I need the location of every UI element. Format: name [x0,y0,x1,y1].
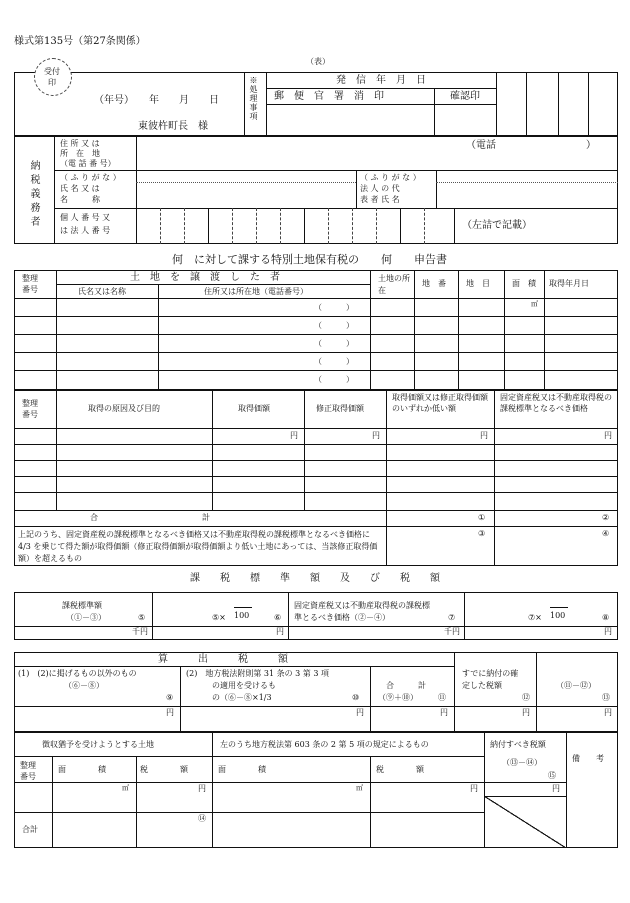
grace-tax-2: 税 額 [376,765,424,774]
form-title: 何 に対して課する特別土地保有税の 何 申告書 [172,253,447,266]
grace-yen-1: 円 [198,784,206,793]
calc-yen-2: 円 [356,708,364,717]
c8: ⑧ [602,613,610,622]
calc-paid-2: 定した税額 [462,681,502,690]
t2-c1: ① [478,513,486,522]
t1-name-col: 氏名又は名称 [78,287,126,296]
mynumber-label-2: は 法 人 番 号 [60,226,111,235]
grace-yen-3: 円 [552,784,560,793]
date-label: （年号） 年 月 日 [94,95,219,106]
grace-diagonal [484,796,566,848]
hundred-2: 100 [550,611,566,620]
c10: ⑩ [352,693,360,702]
calc-yen-4: 円 [522,708,530,717]
grace-ref-no: 整理番号 [20,761,36,781]
name-label-2: 名 称 [60,195,100,204]
std-label-2: 準とるべき価格（②－④） [294,613,390,622]
calc-item1b: （⑥－⑧） [64,681,104,690]
grace-tax-1: 税 額 [140,765,188,774]
grace-heading-1: 徴収猶予を受けようとする土地 [42,740,154,749]
calc-sum-formula: （⑨＋⑩） [378,693,418,702]
c9: ⑨ [166,693,174,702]
rep-label-2: 表 者 氏 名 [360,195,400,204]
t2-yen-3: 円 [480,431,488,440]
f8: ⑦× [528,613,542,622]
mynumber-label-1: 個 人 番 号 又 [60,213,111,222]
t2-total: 合 計 [90,513,210,522]
base-formula: （①－③） [66,613,106,622]
t1-transferee: 土 地 を 譲 渡 し た 者 [130,272,280,283]
f6: ⑤× [212,613,226,622]
t1-lot-no: 地 番 [422,279,446,288]
t1-address-col: 住所又は所在地（電話番号） [204,287,308,296]
t2-c2: ② [602,513,610,522]
calc-item2b: の適用を受けるも [212,681,276,690]
grace-area-2: 面 積 [218,765,266,774]
t1-paren-5: （ ） [314,375,354,384]
side-label: （表） [306,57,330,66]
grace-area-1: 面 積 [58,765,106,774]
t2-c4: ④ [602,529,610,538]
calc-item2c: の（⑥－⑧×1/3 [212,693,272,702]
phone-label: （電話 ） [466,140,596,151]
c14: ⑭ [198,814,206,823]
grace-area-unit-1: ㎡ [122,784,129,792]
address-label-3: （電 話 番 号） [60,159,116,168]
calc-paid-1: すでに納付の確 [462,669,519,678]
grace-heading-2: 左のうち地方税法第 603 条の 2 第 5 項の規定によるもの [220,740,429,749]
sent-date: 発 信 年 月 日 [336,75,426,86]
calc-box [14,652,618,732]
t1-paren-4: （ ） [314,357,354,366]
calc-yen-5: 円 [604,708,612,717]
calc-yen-3: 円 [440,708,448,717]
stamp-label: 受付印 [44,67,60,87]
t1-paren-1: （ ） [314,303,354,312]
rep-label-1: 法 人 の 代 [360,184,400,193]
address-label-2: 所 在 地 [60,149,100,158]
confirm-seal: 確認印 [450,91,480,102]
c7: ⑦ [448,613,456,622]
calc-item1: (1) (2)に掲げるもの以外のもの [18,669,137,678]
sen-yen-1: 千円 [132,627,148,636]
postal-stamp: 郵 便 官 署 消 印 [274,91,384,102]
grace-yen-2: 円 [470,784,478,793]
t1-area: 面 積 [512,279,536,288]
t2-lower-price: 取得価額又は修正取得価額のいずれか低い額 [392,393,488,413]
std-label-1: 固定資産税又は不動産取得税の課税標 [294,601,430,610]
taxpayer-section-label: 納税義務者 [28,160,39,230]
t2-std-value: 固定資産税又は不動産取得税の課税標準となるべき価格 [500,393,612,413]
grace-total: 合計 [22,825,38,834]
yen-tax-1: 円 [276,627,284,636]
hundred-1: 100 [234,611,250,620]
grace-area-unit-2: ㎡ [356,784,363,792]
form-id: 様式第135号（第27条関係） [14,36,146,47]
mynumber-note: （左詰で記載） [462,220,532,231]
c6: ⑥ [274,613,282,622]
name-label-1: 氏 名 又 は [60,184,100,193]
grace-remarks: 備 考 [572,754,604,763]
calc-yen-1: 円 [166,708,174,717]
grace-f15: （⑬－⑭） [502,758,542,767]
calc-heading: 算 出 税 額 [158,654,288,665]
c15: ⑮ [548,771,556,780]
processing-label: ※処理事項 [249,76,258,121]
c11: ⑪ [438,693,446,702]
t1-acquired-date: 取得年月日 [549,279,589,288]
t2-acq-price: 取得価額 [238,404,270,413]
yen-tax-2: 円 [604,627,612,636]
t2-note: 上記のうち、固定資産税の課税標準となるべき価格又は不動産取得税の課税標準となるべき価格に 4/3 を乗じて得た額が取得価額（修正取得価額が取得価額より低い土地にあっては、当該修正取得価額）を超えるもの [18,530,378,563]
t2-yen-2: 円 [372,431,380,440]
addressee: 東彼杵町長 様 [138,121,208,132]
t1-paren-2: （ ） [314,321,354,330]
t1-land-type: 地 目 [466,279,490,288]
t2-yen-4: 円 [604,431,612,440]
t1-paren-3: （ ） [314,339,354,348]
t2-cause: 取得の原因及び目的 [88,404,160,413]
base-label: 課税標準額 [62,601,102,610]
c12: ⑫ [522,693,530,702]
tax-heading: 課 税 標 準 額 及 び 税 額 [190,573,440,584]
t2-ref-no: 整理番号 [22,399,38,419]
t2-c3: ③ [478,529,486,538]
furigana-label: （ ふ り が な ） [60,173,121,182]
calc-diff: （⑪－⑫） [556,681,596,690]
t1-location: 土地の所 在 [378,274,418,295]
t1-ref-no: 整理番号 [22,274,38,294]
sen-yen-2: 千円 [444,627,460,636]
grace-heading-3: 納付すべき税額 [490,740,546,749]
calc-item2: (2) 地方税法附則第 31 条の 3 第 3 項 [186,669,329,678]
t2-yen-1: 円 [290,431,298,440]
c13: ⑬ [602,693,610,702]
calc-sum: 合 計 [386,681,426,690]
t1-area-unit: ㎡ [531,300,538,308]
c5: ⑤ [138,613,146,622]
rep-furigana: （ ふ り が な ） [360,173,421,182]
address-label-1: 住 所 又 は [60,139,100,148]
t2-rev-price: 修正取得価額 [316,404,364,413]
